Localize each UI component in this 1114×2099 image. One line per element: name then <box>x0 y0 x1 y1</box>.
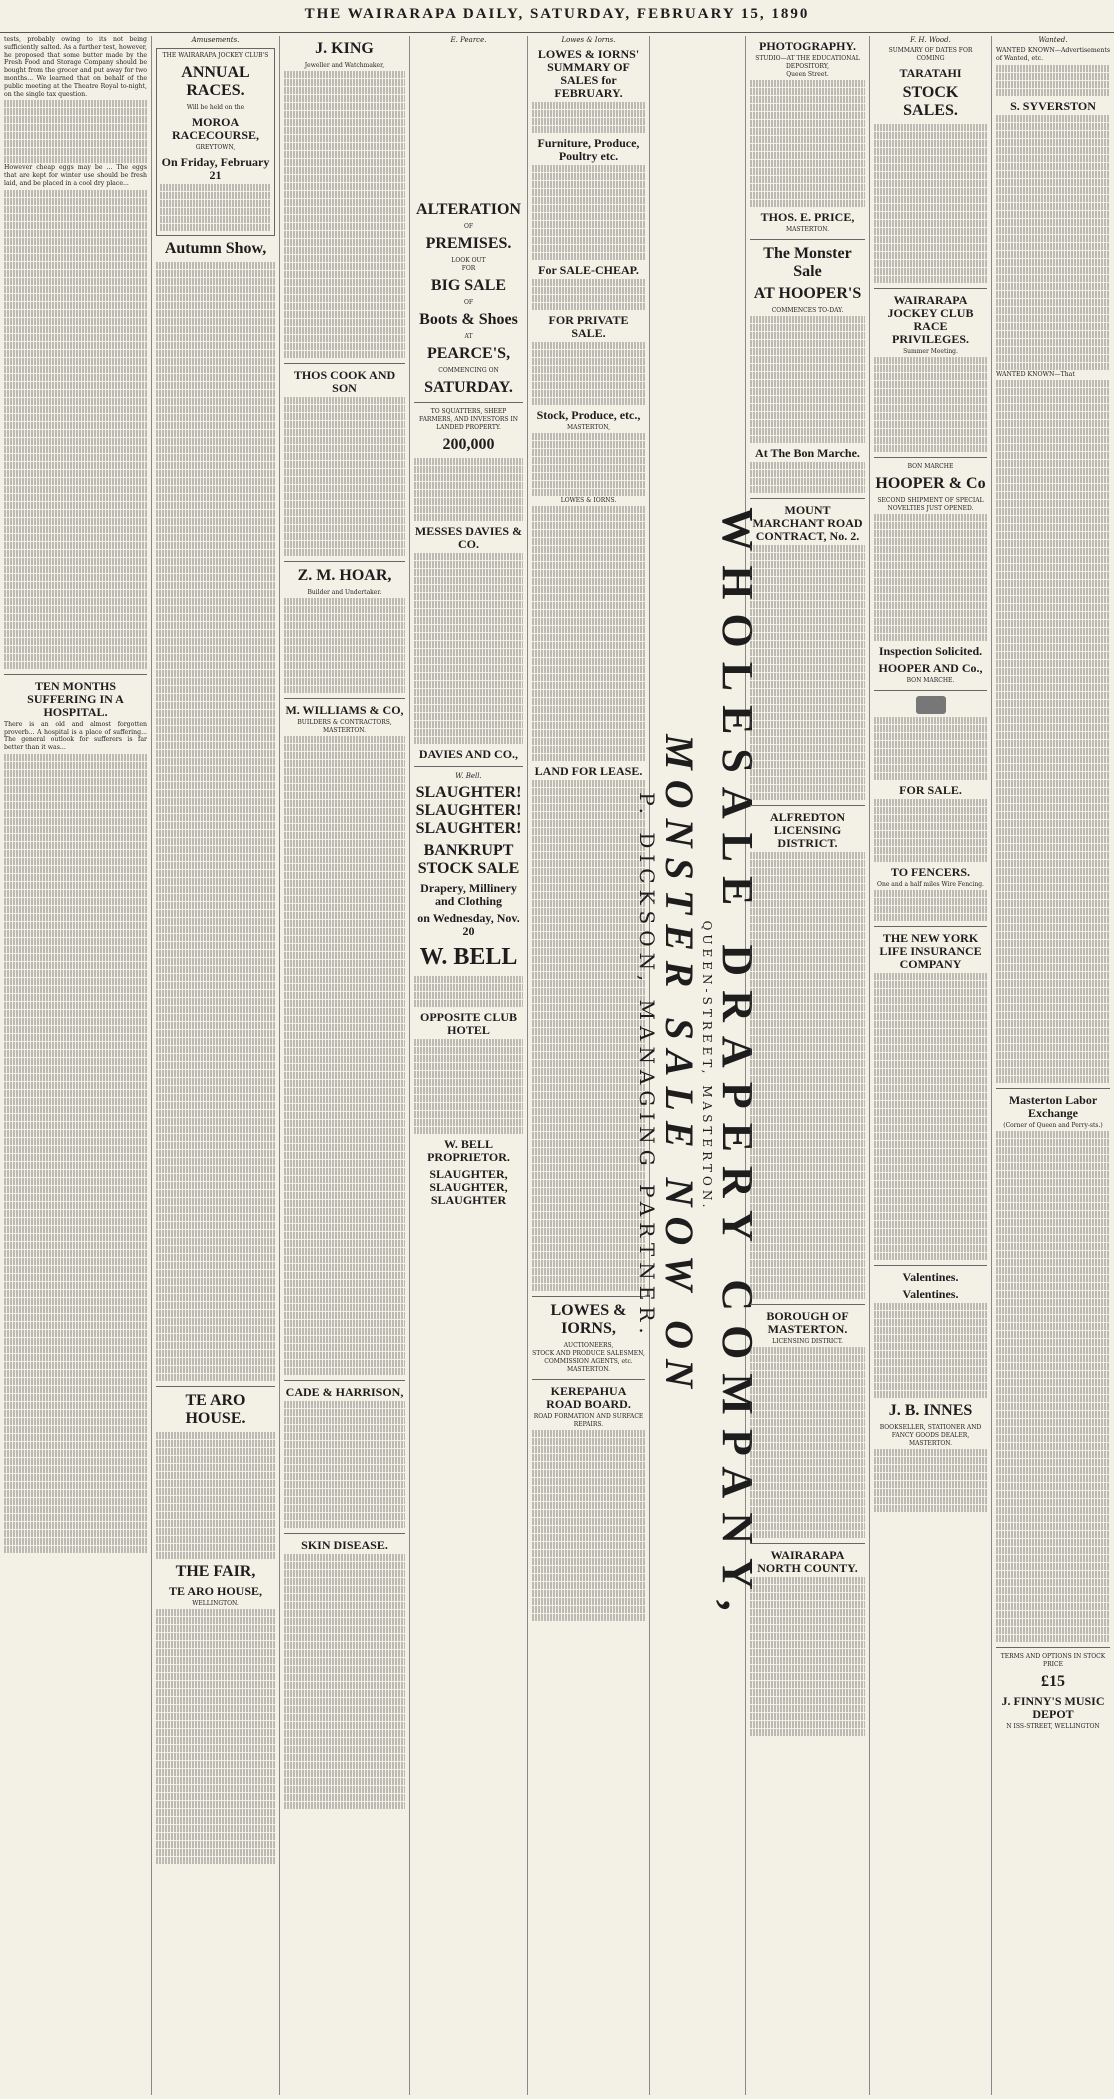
advert-line: STOCK AND PRODUCE SALESMEN, <box>532 1350 645 1357</box>
advert-headline: THOS. E. PRICE, <box>760 210 855 224</box>
advert-headline: BOROUGH OF MASTERTON. <box>766 1309 849 1336</box>
advert-line: THE WAIRARAPA JOCKEY CLUB'S <box>162 52 269 59</box>
advert-line: SUMMARY OF DATES FOR COMING <box>888 47 973 62</box>
section-label: Lowes & Iorns. <box>561 36 616 44</box>
advert-headline: SLAUGHTER! SLAUGHTER! SLAUGHTER! <box>415 784 522 837</box>
advert-headline: THE NEW YORK LIFE INSURANCE COMPANY <box>879 931 982 971</box>
advert-headline: W. BELL <box>419 944 518 970</box>
news-paragraph: tests, probably owing to its not being sufficiently salted. As a further test, however, he proposed that some butter made by the Fresh Food and Storage Company should be bought from the grocer and put away for two months... We learned that on behalf of the public meeting at the Theatre Royal to-night, on the single tax question. <box>4 36 147 98</box>
news-paragraph: There is an old and almost forgotten proverb... A hospital is a place of suffering... The general outlook for sufferers is far better than it was... <box>4 720 147 752</box>
section-label: E. Pearce. <box>450 36 487 44</box>
advert-headline: The Monster Sale <box>763 245 852 280</box>
advert-headline: ALTERATION <box>416 201 521 218</box>
column-lowes-iorns <box>528 36 650 2095</box>
advert-headline: J. KING <box>315 40 374 57</box>
advert-line: QUEEN-STREET, MASTERTON. <box>699 920 714 1211</box>
advert-line: TO SQUATTERS, SHEEP FARMERS, AND INVESTORS IN LANDED PROPERTY. <box>418 408 519 431</box>
section-label: Wanted. <box>1038 36 1068 44</box>
advert-line: LOOK OUT <box>451 257 486 264</box>
advert-line: FOR <box>461 265 476 272</box>
advert-headline: THE FAIR, <box>175 1563 256 1580</box>
advert-headline: MOUNT MARCHANT ROAD CONTRACT, No. 2. <box>752 503 863 543</box>
advert-headline: For SALE-CHEAP. <box>538 263 639 277</box>
advert-line: MASTERTON. <box>322 727 367 734</box>
advert-line: COMMENCES TO-DAY. <box>771 307 844 314</box>
advert-headline: Valentines. <box>902 1287 959 1301</box>
advert-line: GREYTOWN, <box>195 144 236 151</box>
advert-line: TERMS AND OPTIONS IN STOCK PRICE <box>1000 1653 1106 1669</box>
advert-headline: Drapery, Millinery and Clothing <box>420 881 517 908</box>
advert-headline: ANNUAL RACES. <box>181 64 250 99</box>
advert-headline: PREMISES. <box>425 235 512 252</box>
advert-headline: On Friday, February 21 <box>161 155 270 182</box>
news-headline: TEN MONTHS SUFFERING IN A HOSPITAL. <box>27 678 124 719</box>
advert-headline: AT HOOPER'S <box>753 285 862 302</box>
advert-line: STUDIO—AT THE EDUCATIONAL DEPOSITORY, <box>755 55 860 70</box>
advert-headline: THOS COOK AND SON <box>293 368 396 395</box>
advert-line: Will be held on the <box>186 104 245 111</box>
advert-line: LOWES & IORNS. <box>560 497 617 504</box>
column-photography <box>746 36 870 2095</box>
advert-line: OF <box>463 223 474 230</box>
advert-headline: TE ARO HOUSE. <box>185 1392 246 1427</box>
section-label: Amusements. <box>191 36 240 44</box>
advert-line: Summer Meeting. <box>903 348 958 355</box>
section-label: F. H. Wood. <box>910 36 951 44</box>
advert-headline: KEREPAHUA ROAD BOARD. <box>546 1384 631 1411</box>
advert-line: MASTERTON. <box>785 226 830 233</box>
advert-headline: STOCK SALES. <box>902 84 959 119</box>
advert-headline: PEARCE'S, <box>426 345 511 362</box>
advert-headline: LOWES & IORNS' SUMMARY OF SALES for FEBRUARY. <box>537 47 640 100</box>
advert-headline: Z. M. HOAR, <box>297 567 392 584</box>
advert-line: OF <box>463 299 474 306</box>
column-wanted <box>992 36 1114 2095</box>
advert-line: One and a half miles Wire Fencing. <box>877 881 984 888</box>
advert-headline: BANKRUPT STOCK SALE <box>417 842 520 877</box>
advert-headline: Autumn Show, <box>164 240 267 257</box>
advert-headline: SATURDAY. <box>424 379 513 396</box>
advert-line: BON MARCHE. <box>906 677 955 684</box>
advert-line: WELLINGTON. <box>192 1600 239 1607</box>
advert-headline: At The Bon Marche. <box>755 446 860 460</box>
advert-headline: PHOTOGRAPHY. <box>758 39 856 53</box>
advert-headline: £15 <box>1041 1673 1065 1691</box>
advert-line: AUCTIONEERS, <box>563 1342 614 1349</box>
advert-line: SECOND SHIPMENT OF SPECIAL NOVELTIES JUST OPENED. <box>877 497 984 512</box>
sheep-icon <box>916 696 946 714</box>
advert-headline: BIG SALE <box>430 277 507 294</box>
advert-headline: HOOPER AND Co., <box>878 661 983 675</box>
advert-headline: Boots & Shoes <box>419 311 518 328</box>
advert-headline: on Wednesday, Nov. 20 <box>417 911 520 938</box>
advert-headline: LAND FOR LEASE. <box>534 764 643 778</box>
advert-headline: FOR SALE. <box>899 783 962 797</box>
advert-headline: WAIRARAPA JOCKEY CLUB RACE PRIVILEGES. <box>887 293 974 346</box>
advert-headline: Valentines. <box>902 1270 959 1284</box>
advert-headline: MONSTER SALE NOW ON <box>656 733 702 1398</box>
advert-line: P. DICKSON, MANAGING PARTNER. <box>634 791 659 1340</box>
advert-headline: M. WILLIAMS & CO, <box>285 703 404 717</box>
advert-headline: ALFREDTON LICENSING DISTRICT. <box>769 810 846 850</box>
advert-headline: OPPOSITE CLUB HOTEL <box>419 1010 518 1037</box>
advert-headline: MOROA RACECOURSE, <box>171 115 259 142</box>
advert-headline: 200,000 <box>442 436 495 453</box>
advert-line: ROAD FORMATION AND SURFACE REPAIRS. <box>533 1413 644 1428</box>
advert-headline: MESSES DAVIES & CO. <box>414 524 523 551</box>
advert-headline: TO FENCERS. <box>890 865 971 879</box>
column-trades <box>280 36 410 2095</box>
column-stock-sales <box>870 36 992 2095</box>
advert-headline: Furniture, Produce, Poultry etc. <box>537 136 640 163</box>
advert-headline: TE ARO HOUSE, <box>168 1584 263 1598</box>
advert-headline: S. SYVERSTON <box>1010 98 1096 113</box>
advert-line: Builder and Undertaker. <box>307 589 382 596</box>
advert-headline: WAIRARAPA NORTH COUNTY. <box>757 1548 858 1575</box>
advert-line: Queen Street. <box>786 71 829 78</box>
column-wholesale-drapery <box>634 36 762 2095</box>
advert-headline: Masterton Labor Exchange <box>1008 1093 1098 1121</box>
vertical-advert <box>636 76 760 2056</box>
advert-line: MASTERTON. <box>566 1366 611 1373</box>
advert-line: LICENSING DISTRICT. <box>772 1338 843 1345</box>
advert-headline: FOR PRIVATE SALE. <box>548 313 629 340</box>
races-advert <box>156 48 275 236</box>
advert-headline: HOOPER & Co <box>875 475 986 492</box>
column-news <box>0 36 152 2095</box>
advert-line: N ISS-STREET, WELLINGTON <box>1006 1723 1100 1731</box>
advert-headline: CADE & HARRISON, <box>285 1385 404 1399</box>
column-amusements <box>152 36 280 2095</box>
advert-line: AT <box>464 333 473 340</box>
advert-line: BOOKSELLER, STATIONER AND FANCY GOODS DEALER, MASTERTON. <box>879 1424 982 1447</box>
advert-headline: J. FINNY'S MUSIC DEPOT <box>1001 1694 1105 1722</box>
advert-line: (Corner of Queen and Perry-sts.) <box>1003 1122 1103 1130</box>
advert-line: COMMENCING ON <box>438 367 499 374</box>
advert-headline: LOWES & IORNS, <box>550 1302 627 1337</box>
advert-headline: Inspection Solicited. <box>878 644 983 658</box>
advert-headline: WHOLESALE DRAPERY COMPANY, <box>712 506 762 1625</box>
advert-headline: TARATAHI <box>899 66 962 80</box>
advert-line: COMMISSION AGENTS, etc. <box>544 1358 633 1365</box>
news-paragraph: However cheap eggs may be ... The eggs that are kept for winter use should be fresh laid, and be placed in a cool dry place... <box>4 164 147 187</box>
advert-headline: J. B. INNES <box>888 1402 973 1419</box>
advert-line: BON MARCHE <box>907 463 954 470</box>
advert-line: MASTERTON, <box>566 424 611 431</box>
advert-headline: SKIN DISEASE. <box>301 1538 388 1552</box>
section-label: W. Bell. <box>455 772 482 780</box>
advert-line: BUILDERS & CONTRACTORS, <box>297 719 392 726</box>
newspaper-title: THE WAIRARAPA DAILY, SATURDAY, FEBRUARY 15, 1890 <box>304 6 810 22</box>
masthead <box>0 0 1114 33</box>
classified-line: WANTED KNOWN—That <box>996 370 1075 378</box>
advert-headline: DAVIES AND CO., <box>418 747 519 761</box>
advert-headline: Stock, Produce, etc., <box>536 408 641 422</box>
advert-line: Jeweller and Watchmaker, <box>304 62 385 69</box>
classified-line: WANTED KNOWN—Advertisements of Wanted, etc. <box>996 47 1110 62</box>
advert-headline: SLAUGHTER, SLAUGHTER, SLAUGHTER <box>429 1167 508 1207</box>
advert-headline: W. BELL PROPRIETOR. <box>427 1137 510 1164</box>
column-pearce <box>410 36 528 2095</box>
